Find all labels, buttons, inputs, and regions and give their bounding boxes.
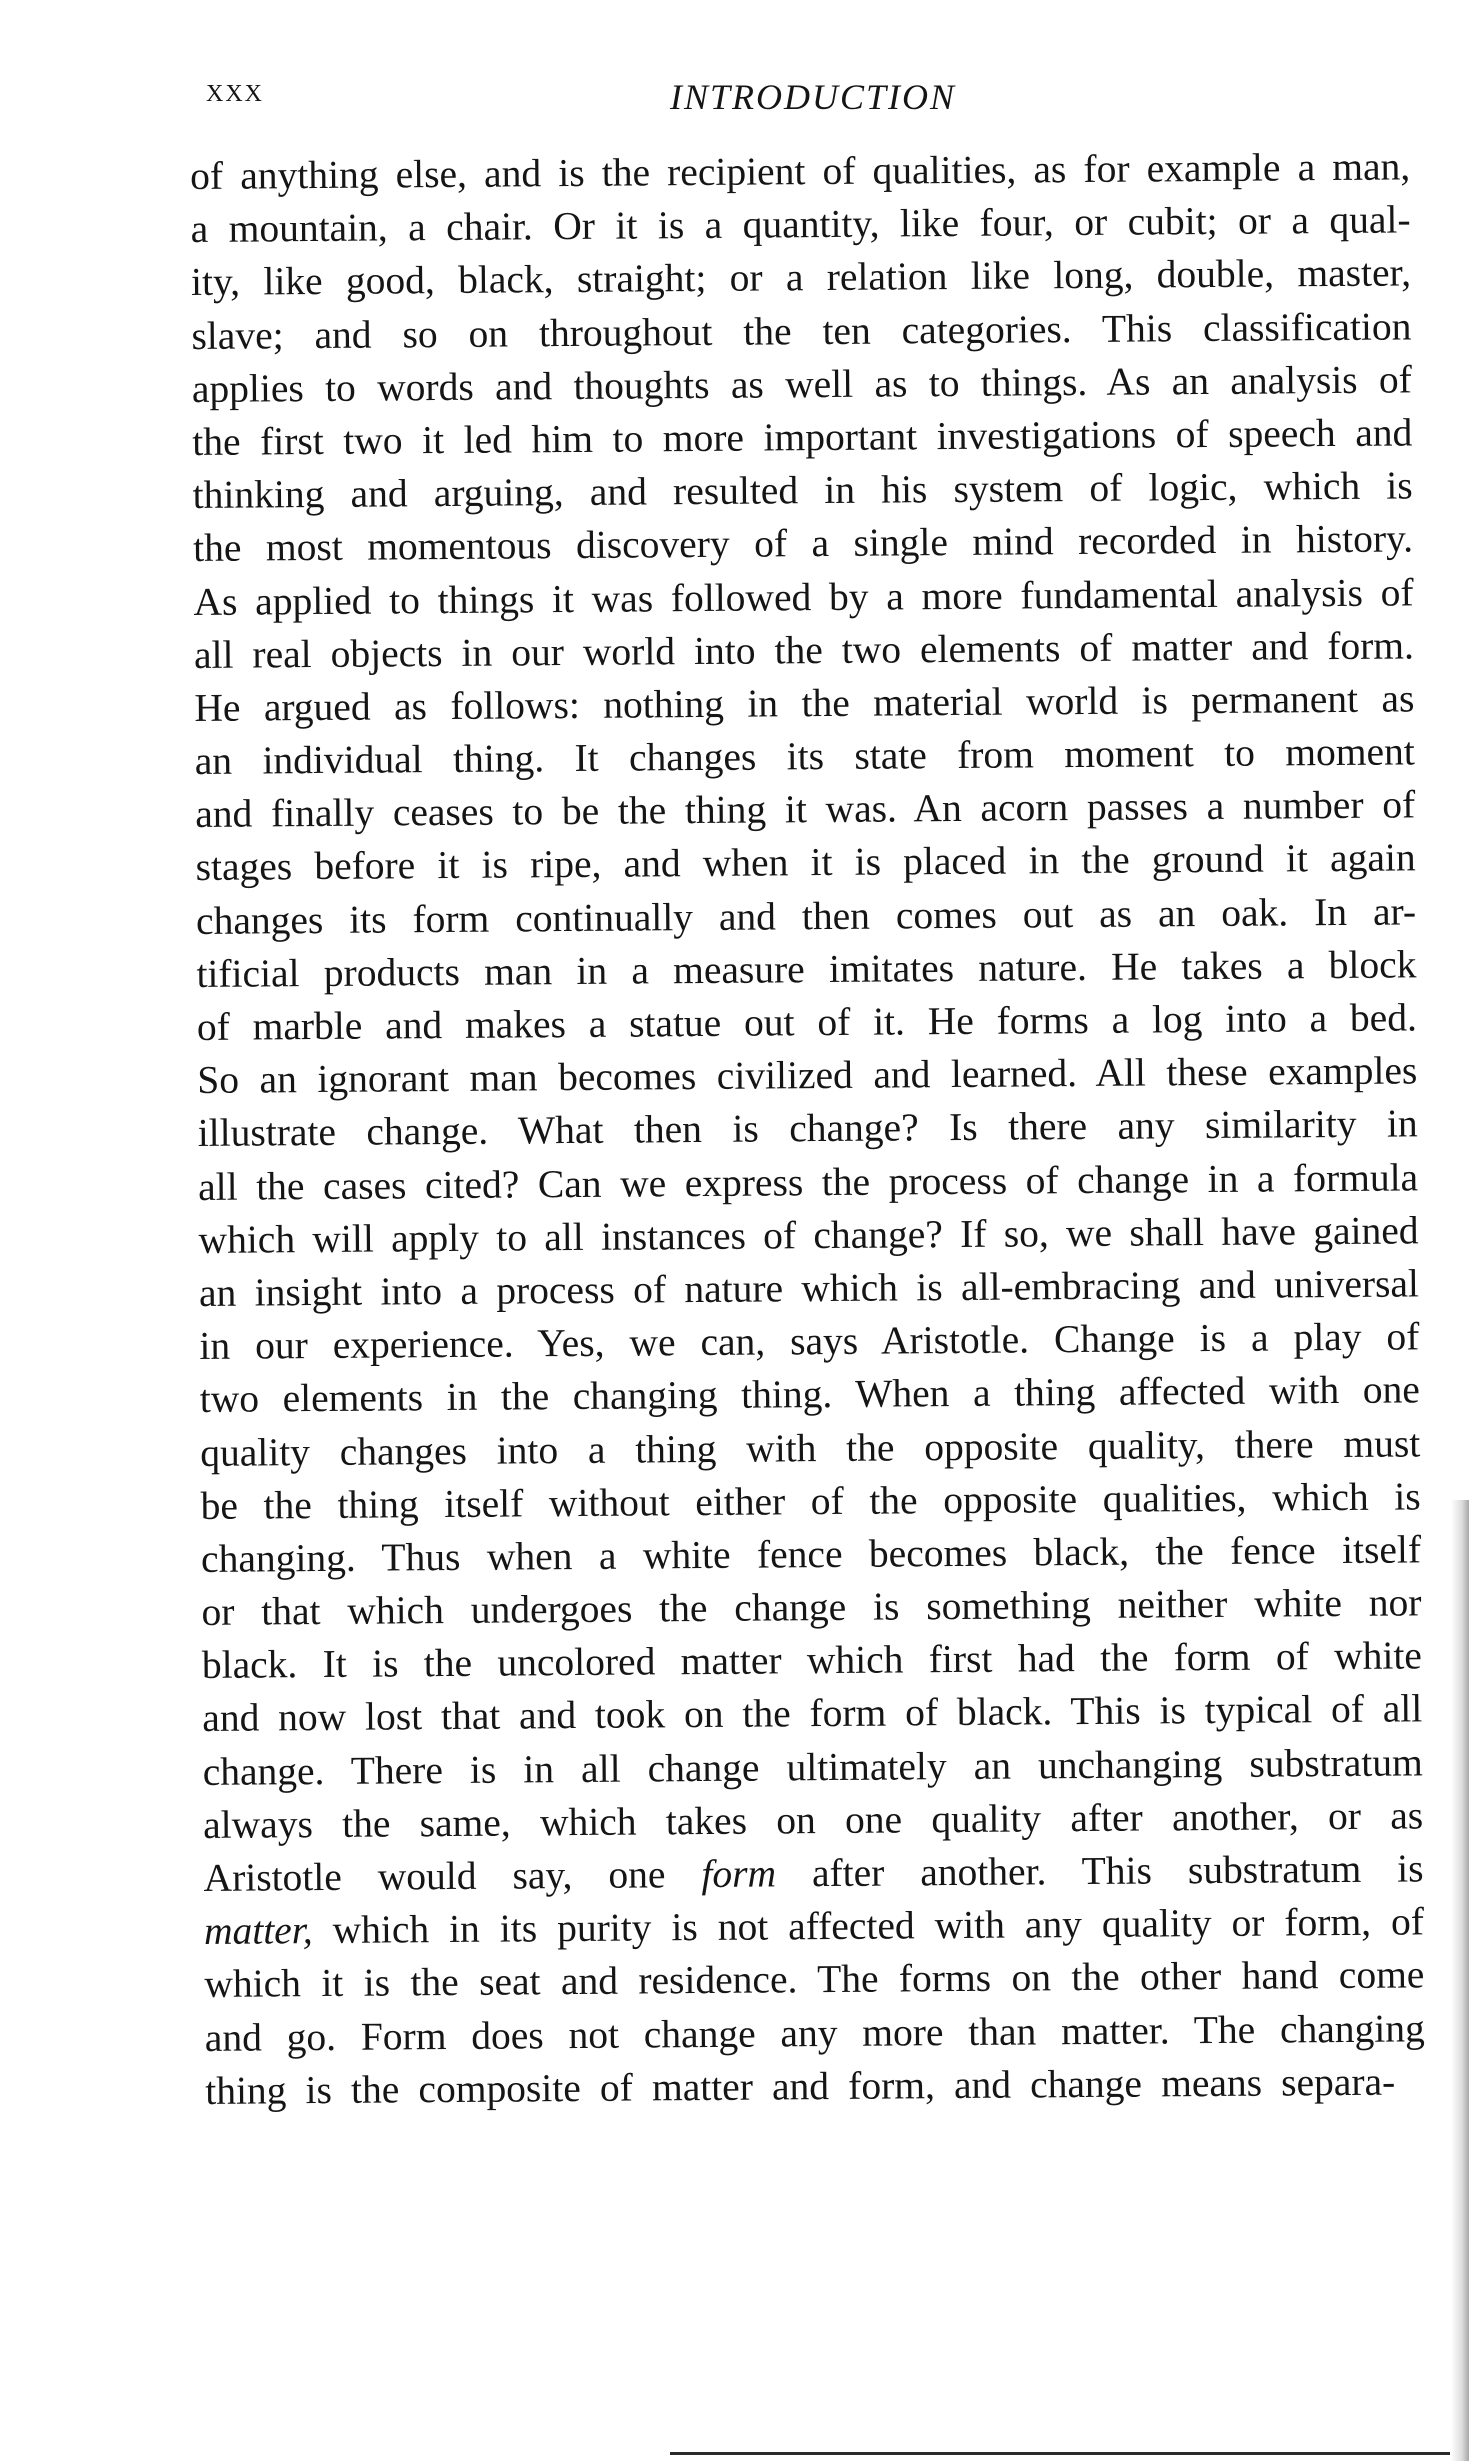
text-line: change. There is in all change ultimately an unchanging substratum xyxy=(202,1739,1423,1794)
text-line: stages before it is ripe, and when it is placed in the ground it again xyxy=(195,835,1416,890)
page-edge-shadow xyxy=(1451,1500,1469,2461)
body-text xyxy=(190,140,1445,2118)
text-line: an insight into a process of nature which is all-embracing and universal xyxy=(198,1261,1420,1315)
text-line: black. It is the uncolored matter which first had the form of white xyxy=(201,1633,1423,1688)
text-line: So an ignorant man becomes civilized and learned. All these examples xyxy=(197,1048,1418,1103)
text-line: ity, like good, black, straight; or a relation like long, double, master, xyxy=(190,250,1412,305)
text-line: tificial products man in a measure imitates nature. He takes a block xyxy=(196,942,1417,996)
text-line: which it is the seat and residence. The forms on the other hand come xyxy=(204,1952,1425,2007)
page-number: xxx xyxy=(206,72,264,109)
text-line: the first two it led him to more important investigations of speech and xyxy=(192,410,1413,464)
text-line: an individual thing. It changes its state from moment to moment xyxy=(194,729,1415,784)
text-line: a mountain, a chair. Or it is a quantity, like four, or cubit; or a qual- xyxy=(190,197,1411,252)
text-line: thing is the composite of matter and form, and change means separa- xyxy=(205,2059,1396,2113)
text-line: in our experience. Yes, we can, says Aristotle. Change is a play of xyxy=(199,1314,1420,1369)
text-run: after another. This substratum is xyxy=(775,1846,1424,1896)
text-line: or that which undergoes the change is something neither white nor xyxy=(201,1580,1422,1635)
text-line: illustrate change. What then is change? Is there any similarity in xyxy=(197,1101,1418,1156)
text-line: of anything else, and is the recipient of qualities, as for example a man, xyxy=(190,144,1411,198)
text-line xyxy=(204,1896,1424,1959)
text-line: As applied to things it was followed by a more fundamental analysis of xyxy=(193,569,1414,624)
italic-word: form xyxy=(701,1851,777,1897)
text-run: Aristotle would say, one xyxy=(203,1852,702,1900)
page-bottom-edge xyxy=(670,2452,1450,2455)
text-line: all real objects in our world into the two elements of matter and form. xyxy=(193,623,1415,677)
running-head xyxy=(0,72,1469,122)
text-line: always the same, which takes on one quality after another, or as xyxy=(202,1793,1424,1847)
text-line: of marble and makes a statue out of it. He forms a log into a bed. xyxy=(196,995,1418,1049)
text-line xyxy=(203,1842,1423,1905)
text-line: two elements in the changing thing. When a thing affected with one xyxy=(199,1367,1420,1422)
italic-word: matter, xyxy=(203,1908,313,1954)
text-line: be the thing itself without either of the opposite qualities, which is xyxy=(200,1474,1421,1528)
text-line: all the cases cited? Can we express the process of change in a formula xyxy=(197,1154,1419,1209)
text-line: slave; and so on throughout the ten categories. This classification xyxy=(191,303,1412,358)
text-line: and finally ceases to be the thing it was. An acorn passes a number of xyxy=(195,782,1416,837)
text-line: thinking and arguing, and resulted in his system of logic, which is xyxy=(192,463,1413,518)
text-line: changing. Thus when a white fence becomes black, the fence itself xyxy=(200,1527,1422,1581)
text-line: changes its form continually and then comes out as an oak. In ar- xyxy=(195,889,1417,943)
text-line: He argued as follows: nothing in the material world is permanent as xyxy=(194,676,1415,730)
text-line: quality changes into a thing with the opposite quality, there must xyxy=(200,1420,1421,1475)
text-run: which in its purity is not affected with any quality or form, of xyxy=(312,1899,1425,1953)
text-line: which will apply to all instances of change? If so, we shall have gained xyxy=(198,1208,1419,1262)
text-line: applies to words and thoughts as well as to things. As an analysis of xyxy=(191,357,1413,411)
running-title: INTRODUCTION xyxy=(670,77,957,117)
text-line: and go. Form does not change any more than matter. The changing xyxy=(204,2005,1425,2060)
text-line: the most momentous discovery of a single mind recorded in history. xyxy=(192,516,1414,571)
text-line: and now lost that and took on the form of black. This is typical of all xyxy=(202,1686,1423,1741)
